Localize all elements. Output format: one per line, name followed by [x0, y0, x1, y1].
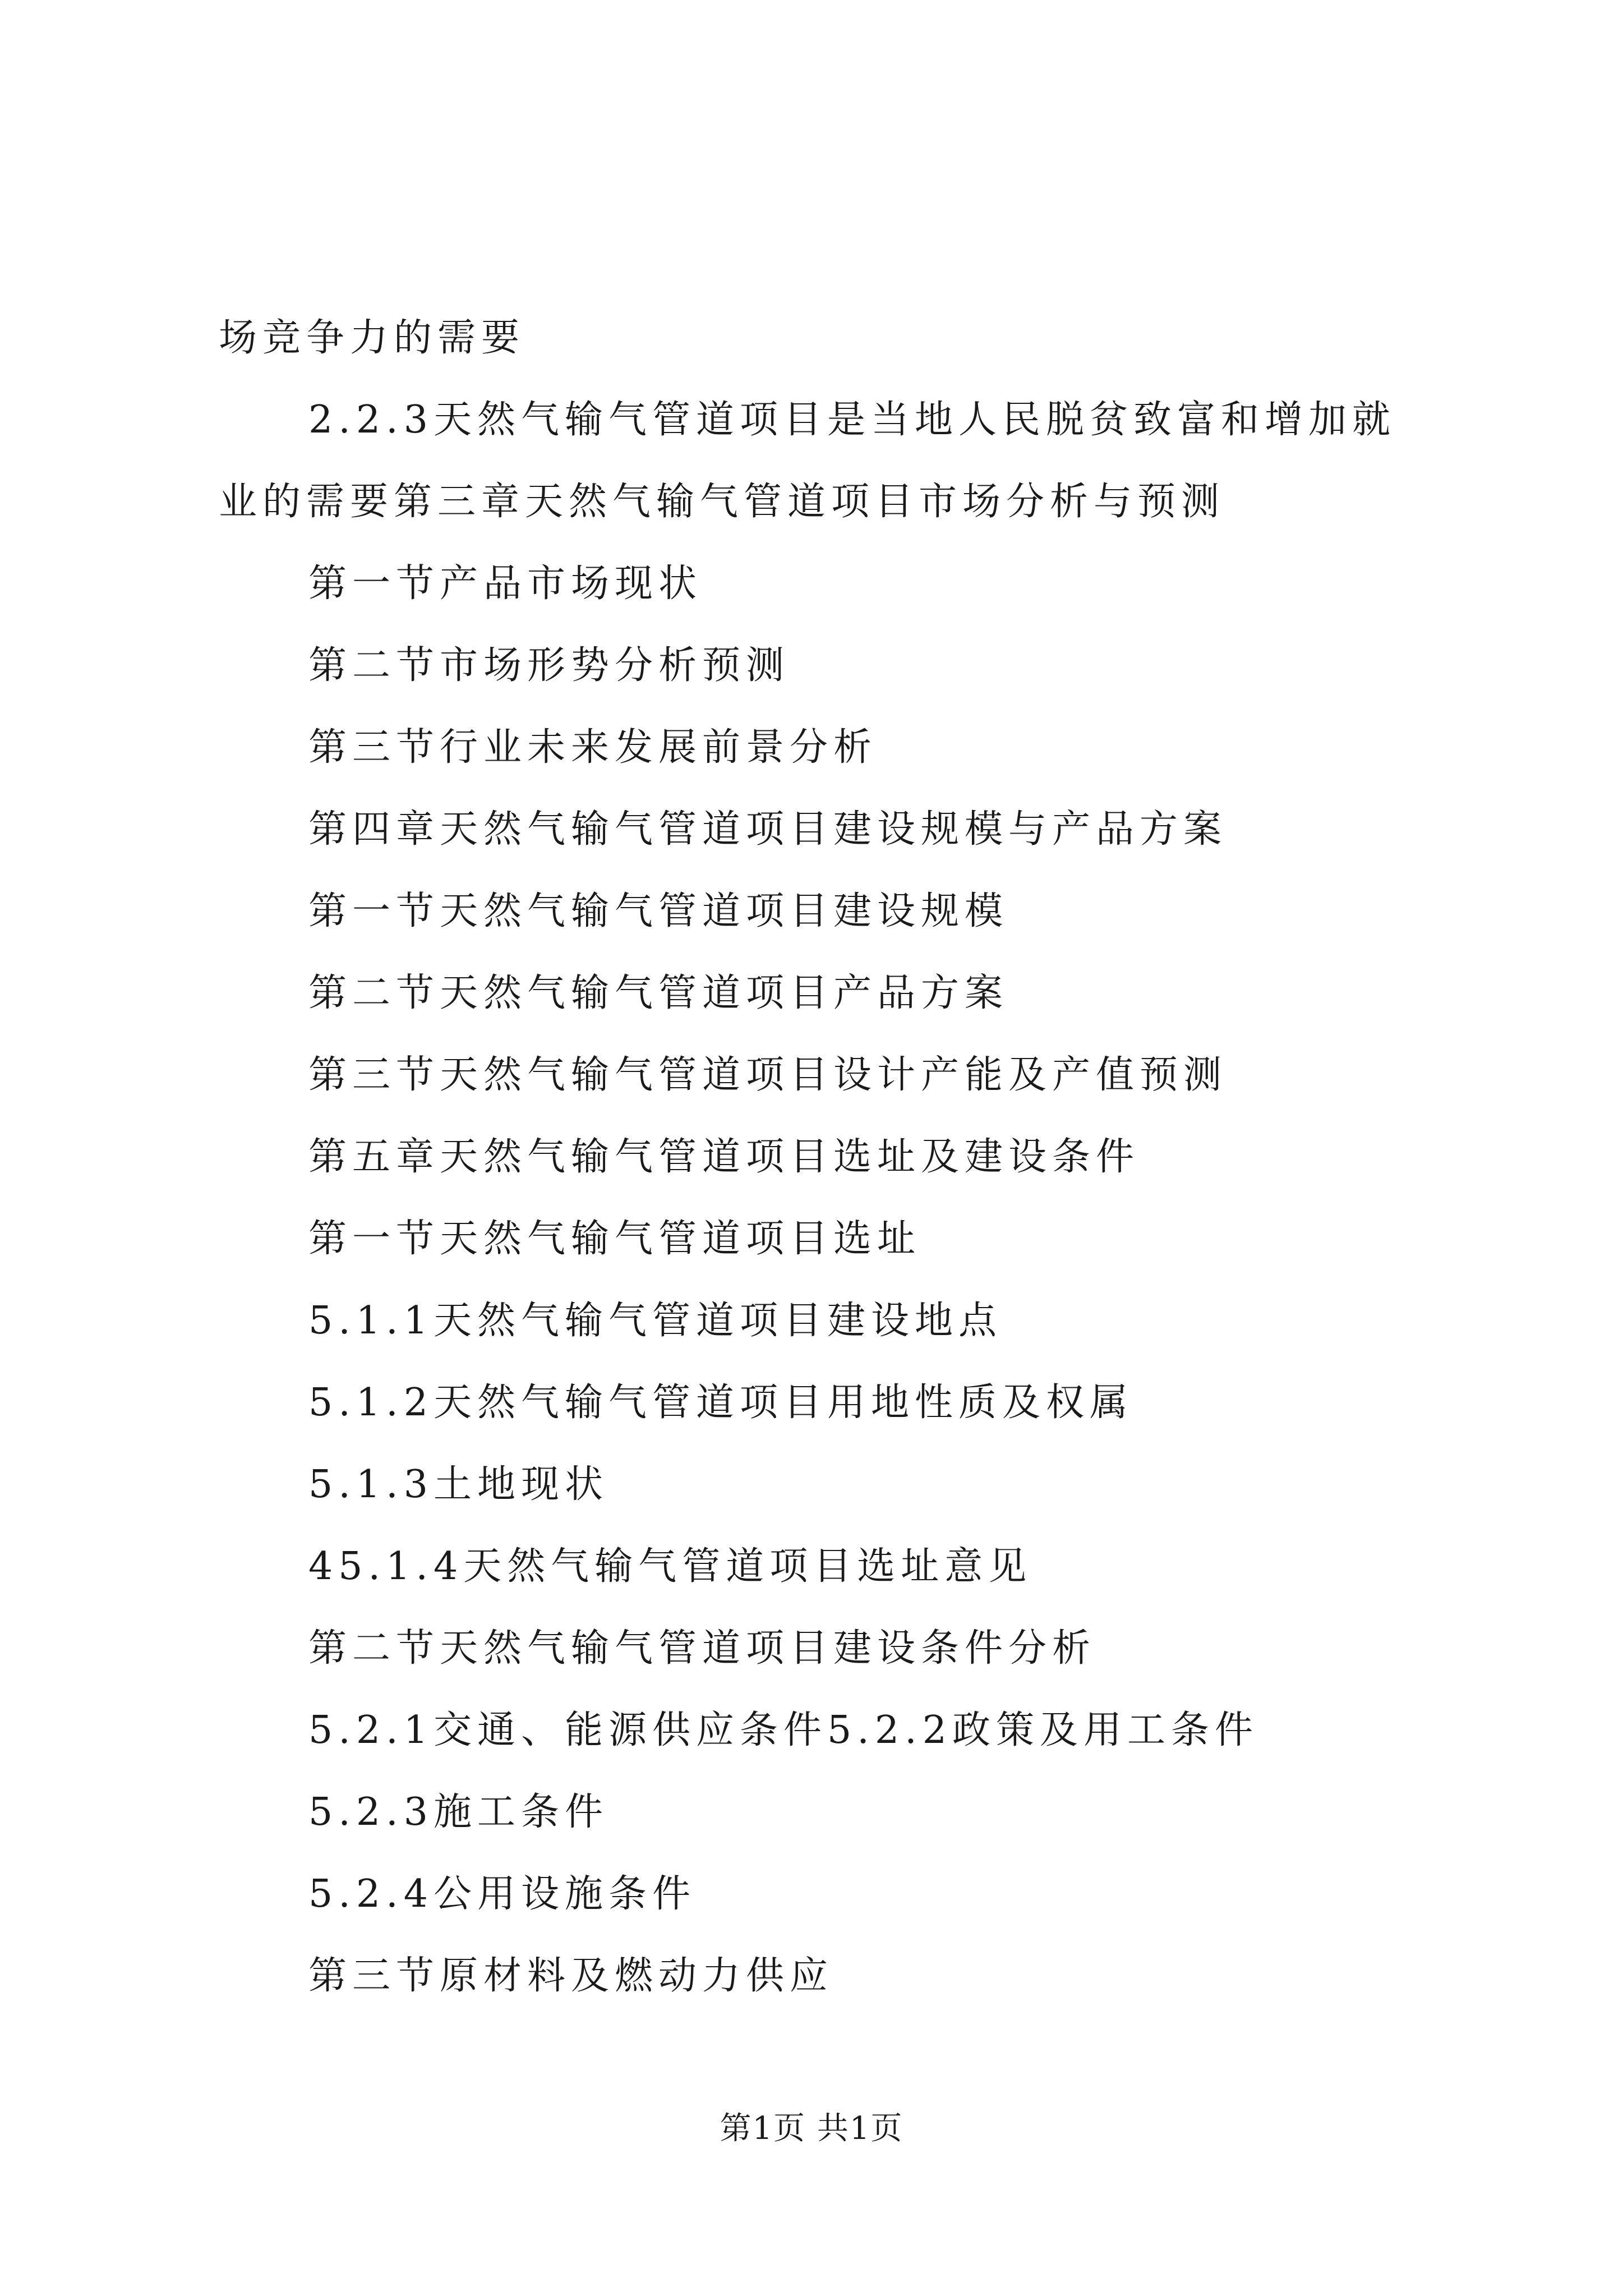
- chapter-heading: 第五章天然气输气管道项目选址及建设条件: [308, 1135, 1140, 1179]
- section-heading: 第三节天然气输气管道项目设计产能及产值预测: [308, 1053, 1228, 1097]
- text-line: 场竞争力的需要: [219, 316, 525, 360]
- subsection-item: 5.1.2天然气输气管道项目用地性质及权属: [308, 1381, 1134, 1425]
- subsection-item: 5.1.3土地现状: [308, 1462, 609, 1507]
- section-heading: 第三节原材料及燃动力供应: [308, 1954, 834, 1998]
- section-heading: 第三节行业未来发展前景分析: [308, 725, 878, 770]
- subsection-item: 5.2.3施工条件: [308, 1790, 609, 1834]
- page-number-footer: 第1页 共1页: [720, 2110, 903, 2147]
- subsection-item: 5.2.4公用设施条件: [308, 1872, 697, 1916]
- section-heading: 第一节天然气输气管道项目选址: [308, 1217, 921, 1261]
- section-heading: 第二节天然气输气管道项目产品方案: [308, 971, 1009, 1015]
- subsection-item: 5.1.1天然气输气管道项目建设地点: [308, 1299, 1003, 1343]
- section-heading: 第一节产品市场现状: [308, 562, 703, 606]
- section-heading: 第一节天然气输气管道项目建设规模: [308, 889, 1009, 933]
- section-heading: 第二节市场形势分析预测: [308, 643, 790, 688]
- subsection-item: 5.2.1交通、能源供应条件5.2.2政策及用工条件: [308, 1708, 1259, 1752]
- subsection-item: 45.1.4天然气输气管道项目选址意见: [308, 1544, 1032, 1589]
- section-heading: 第二节天然气输气管道项目建设条件分析: [308, 1626, 1096, 1671]
- text-paragraph: 2.2.3天然气输气管道项目是当地人民脱贫致富和增加就业的需要第三章天然气输气管道项目市场分析与预测: [219, 398, 1396, 524]
- document-body: [219, 297, 1430, 2017]
- chapter-heading: 第四章天然气输气管道项目建设规模与产品方案: [308, 807, 1228, 852]
